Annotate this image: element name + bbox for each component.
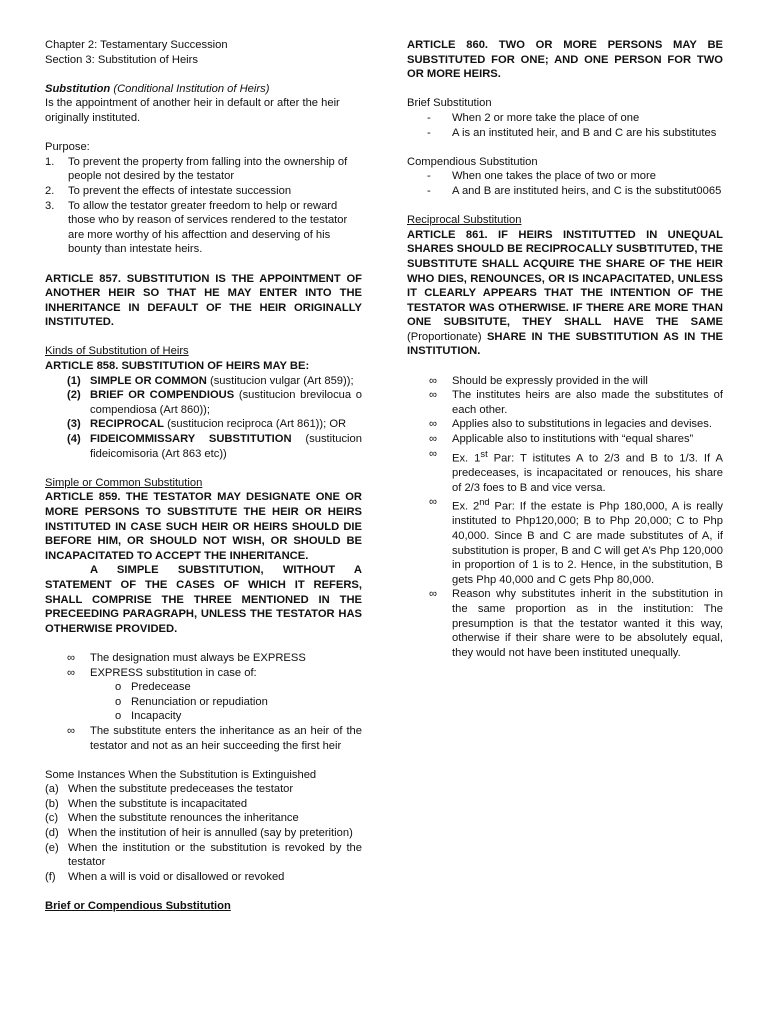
list-item: (3) RECIPROCAL (sustitucion reciproca (Art 861)); OR [67, 418, 347, 431]
list-item: ∞ Ex. 2nd Par: If the estate is Php 180,000, A is really instituted to Php120,000; B to Php 20,000; C to Php 40,000. Since B and C are made substitutes of A, if substitution is proper, B and C will get A’s Php 120,000 in proportion of 1 is to 2. Hence, in the substitution, B gets Php 40,000 and C gets Php 80,000. [407, 495, 723, 587]
circle-bullet-icon: o [115, 710, 122, 723]
list-item: - A is an instituted heir, and B and C are his substitutes [407, 126, 723, 141]
simple-notes-list [45, 651, 362, 680]
list-item: 2. To prevent the effects of intestate succession [45, 184, 292, 197]
list-item: o Predecease [45, 680, 362, 695]
circle-bullet-icon: o [115, 681, 122, 694]
list-item: ∞ The designation must always be EXPRESS [45, 651, 362, 666]
instances-heading: Some Instances When the Substitution is Extinguished [45, 768, 317, 781]
list-item: ∞ Applies also to substitutions in legacies and devises. [407, 417, 723, 432]
list-item: (a) When the substitute predeceases the testator [45, 783, 294, 796]
substitution-title [45, 82, 362, 97]
list-item: - A and B are instituted heirs, and C is the substitut0065 [407, 184, 723, 199]
substitution-title-bold: Substitution [45, 82, 111, 95]
dash-bullet-icon: - [427, 184, 431, 197]
infinity-bullet-icon: ∞ [429, 588, 437, 601]
infinity-bullet-icon: ∞ [67, 666, 75, 679]
list-item: - When one takes the place of two or more [407, 169, 723, 184]
article-857: ARTICLE 857. SUBSTITUTION IS THE APPOINTMENT OF ANOTHER HEIR SO THAT HE MAY ENTER INTO THE INHERITANCE IN DEFAULT OF THE HEIR ORIGINALLY INSTITUTED. [45, 272, 362, 329]
list-item: (e) When the institution or the substitution is revoked by the testator [45, 841, 362, 869]
list-item: 3. To allow the testator greater freedom to help or reward those who by reason of services rendered to the testator are more worthy of his affecttion and deserving of his bounty than intestate heirs. [45, 199, 348, 256]
infinity-bullet-icon: ∞ [67, 651, 75, 664]
list-item: (b) When the substitute is incapacitated [45, 797, 248, 810]
brief-heading: Brief or Compendious Substitution [45, 900, 231, 913]
reciprocal-notes-list [407, 374, 723, 661]
brief-label: Brief Substitution [407, 97, 492, 110]
list-item: (d) When the institution of heir is annulled (say by preterition) [45, 827, 353, 840]
compendious-label: Compendious Substitution [407, 155, 538, 168]
section-heading: Section 3: Substitution of Heirs [45, 53, 198, 66]
instances-list [45, 782, 362, 884]
chapter-heading: Chapter 2: Testamentary Succession [45, 39, 228, 51]
substitution-title-paren: (Conditional Institution of Heirs) [110, 82, 270, 95]
list-item: o Incapacity [45, 709, 362, 724]
list-item: o Renunciation or repudiation [45, 695, 362, 710]
article-860: ARTICLE 860. TWO OR MORE PERSONS MAY BE SUBSTITUTED FOR ONE; AND ONE PERSON FOR TWO OR MORE HEIRS. [407, 39, 723, 81]
list-item: (1) SIMPLE OR COMMON (sustitucion vulgar (Art 859)); [67, 374, 354, 387]
list-item: (c) When the substitute renounces the inheritance [45, 812, 299, 825]
list-item: ∞ The institutes heirs are also made the substitutes of each other. [407, 388, 723, 417]
circle-bullet-icon: o [115, 695, 122, 708]
kinds-list [45, 374, 362, 462]
substitution-definition: Is the appointment of another heir in default or after the heir originally instituted. [45, 97, 340, 124]
right-column [407, 38, 723, 660]
infinity-bullet-icon: ∞ [67, 724, 75, 737]
list-item: ∞ Applicable also to institutions with “equal shares” [407, 432, 723, 447]
infinity-bullet-icon: ∞ [429, 389, 437, 402]
infinity-bullet-icon: ∞ [429, 433, 437, 446]
kinds-heading: Kinds of Substitution of Heirs [45, 345, 189, 358]
left-column [45, 38, 362, 914]
list-item: ∞ Ex. 1st Par: T istitutes A to 2/3 and B to 1/3. If A predeceases, is incapacitated or renouces, his share of 2/3 foes to B and vice versa. [407, 447, 723, 496]
list-item: ∞ Should be expressly provided in the will [407, 374, 723, 389]
list-item: (4) FIDEICOMMISSARY SUBSTITUTION (sustitucion fideicomisoria (Art 863 etc)) [67, 433, 362, 460]
purpose-list [45, 155, 362, 257]
article-858: ARTICLE 858. SUBSTITUTION OF HEIRS MAY BE: [45, 360, 310, 373]
simple-notes-list-2 [45, 724, 362, 753]
article-859-paragraph-2: A SIMPLE SUBSTITUTION, WITHOUT A STATEMENT OF THE CASES OF WHICH IT REFERS, SHALL COMPRISE THE THREE MENTIONED IN THE PRECEEDING PARAGRAPH, UNLESS THE TESTATOR HAS OTHERWISE PROVIDED. [45, 564, 362, 635]
list-item: - When 2 or more take the place of one [407, 111, 723, 126]
article-859: ARTICLE 859. THE TESTATOR MAY DESIGNATE ONE OR MORE PERSONS TO SUBSTITUTE THE HEIR OR HEIRS INSTITUTED IN CASE SUCH HEIR OR HEIRS SHOULD DIE BEFORE HIM, OR SHOULD NOT WISH, OR SHOULD BE INCAPACITATED TO ACCEPT THE INHERITANCE. [45, 491, 362, 562]
article-861: ARTICLE 861. IF HEIRS INSTITUTTED IN UNEQUAL SHARES SHOULD BE RECIPROCALLY SUSBTITUTED, THE SUBSTITUTE SHALL ACQUIRE THE SHARE OF THE HEIR WHO DIES, RENOUNCES, OR IS INCAPACITATED, UNLESS IT CLEARLY APPEARS THAT THE INTENTION OF THE TESTATOR WAS OTHERWISE. IF THERE ARE MORE THAN ONE SUBSITUTE, THEY SHALL HAVE THE SAME (Proportionate) SHARE IN THE SUBSTITUTION AS IN THE INSTITUTION. [407, 228, 723, 358]
dash-bullet-icon: - [427, 170, 431, 183]
brief-list [407, 111, 723, 140]
simple-heading: Simple or Common Substitution [45, 476, 203, 489]
reciprocal-heading: Reciprocal Substitution [407, 214, 522, 227]
dash-bullet-icon: - [427, 111, 431, 124]
infinity-bullet-icon: ∞ [429, 447, 437, 460]
dash-bullet-icon: - [427, 126, 431, 139]
list-item: (2) BRIEF OR COMPENDIOUS (sustitucion brevilocua o compendiosa (Art 860)); [67, 389, 362, 416]
infinity-bullet-icon: ∞ [429, 418, 437, 431]
compendious-list [407, 169, 723, 198]
list-item: 1. To prevent the property from falling into the ownership of people not desired by the testator [45, 155, 348, 183]
infinity-bullet-icon: ∞ [429, 496, 437, 509]
list-item: ∞ Reason why substitutes inherit in the substitution in the same proportion as in the institution: The presumption is that the testator wanted it this way, otherwise if their share were to be absolutely equal, they would not have been instituted unequally. [407, 587, 723, 660]
list-item: ∞ EXPRESS substitution in case of: [45, 666, 362, 681]
list-item: (f) When a will is void or disallowed or revoked [45, 870, 285, 883]
purpose-label: Purpose: [45, 141, 90, 154]
list-item: ∞ The substitute enters the inheritance as an heir of the testator and not as an heir succeeding the first heir [45, 724, 362, 753]
infinity-bullet-icon: ∞ [429, 374, 437, 387]
express-cases-list [45, 680, 362, 724]
